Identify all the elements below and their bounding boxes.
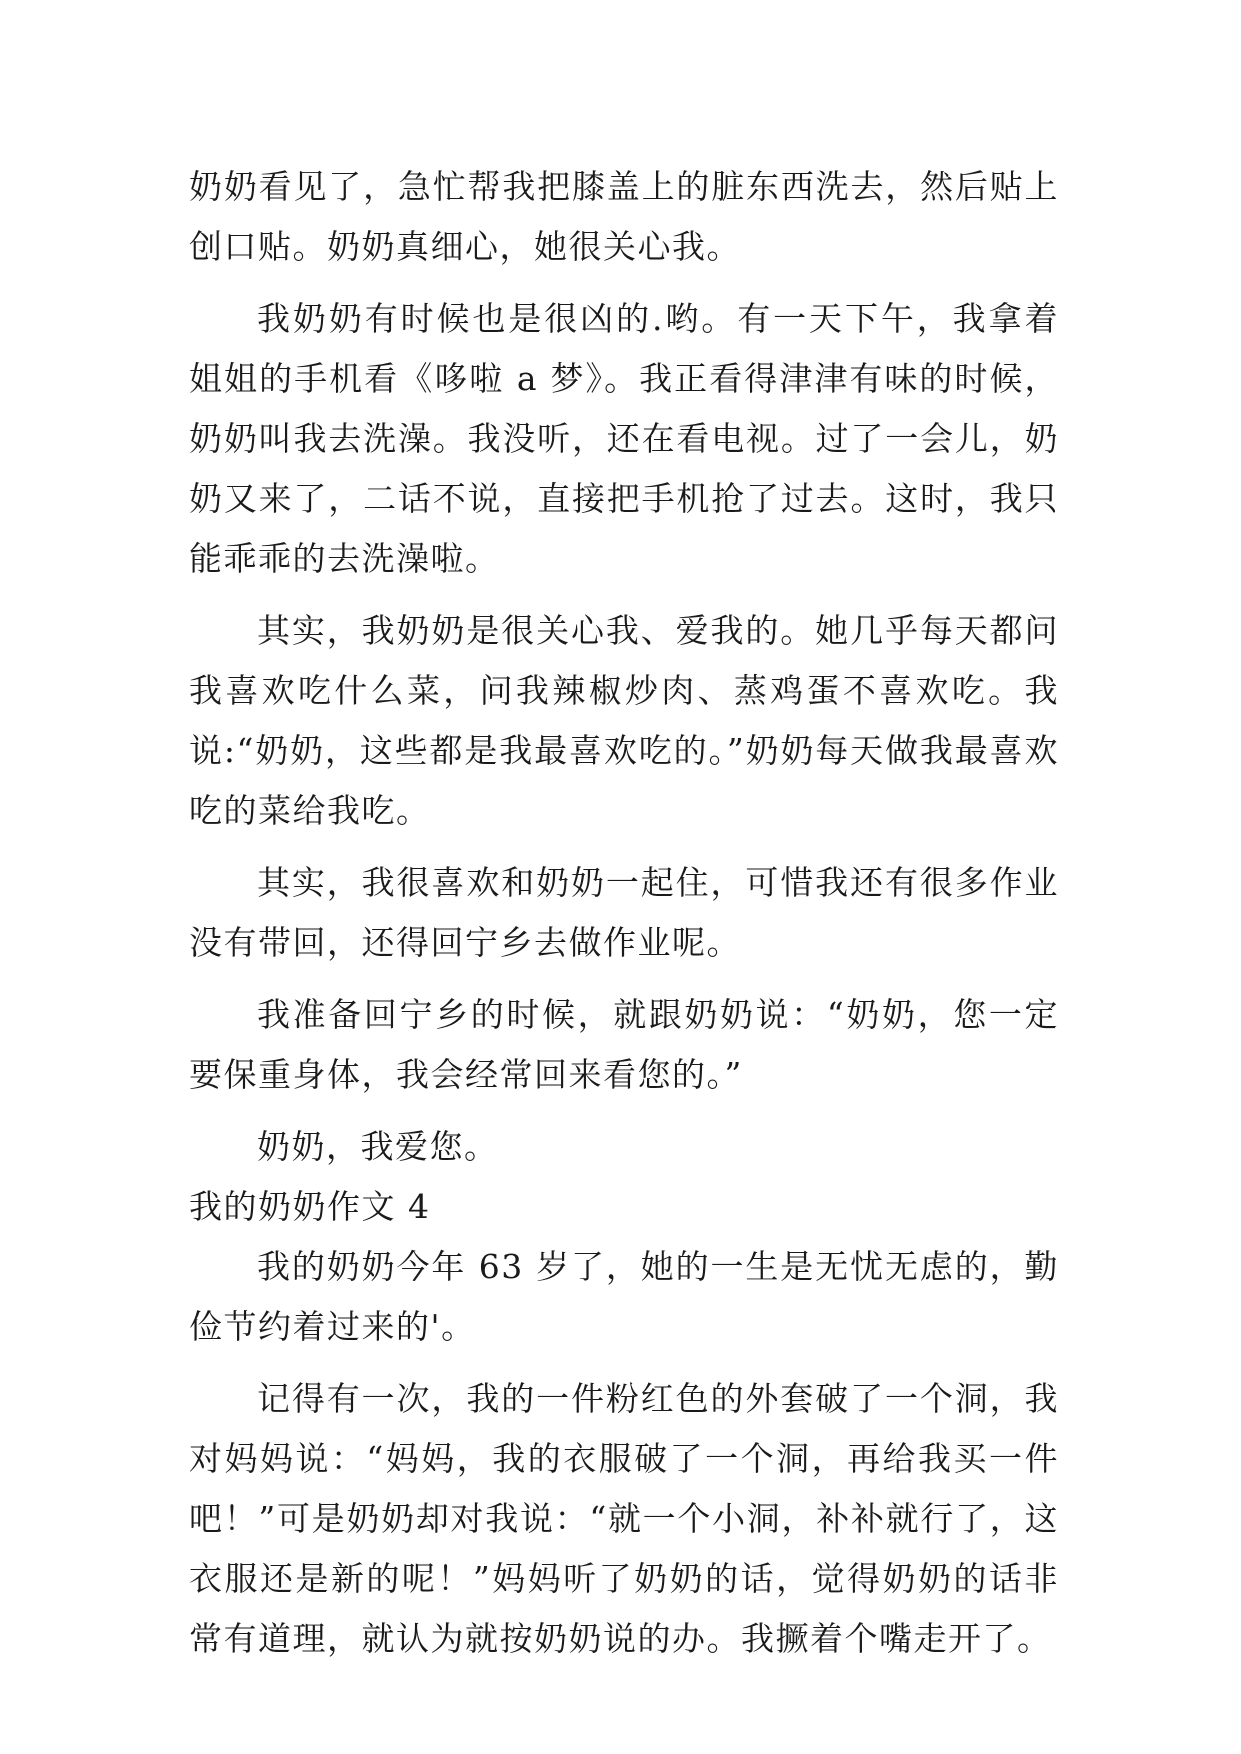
section-heading: 我的奶奶作文 4	[189, 1187, 431, 1226]
paragraph: 我的奶奶今年 63 岁了，她的一生是无忧无虑的，勤俭节约着过来的'。	[189, 1247, 1059, 1346]
paragraph: 记得有一次，我的一件粉红色的外套破了一个洞，我对妈妈说：“妈妈，我的衣服破了一个洞，再给我买一件吧！”可是奶奶却对我说：“就一个小洞，补补就行了，这衣服还是新的呢！”妈妈听了奶奶的话，觉得奶奶的话非常有道理，就认为就按奶奶说的办。我撅着个嘴走开了。	[189, 1379, 1059, 1658]
paragraph: 其实，我很喜欢和奶奶一起住，可惜我还有很多作业没有带回，还得回宁乡去做作业呢。	[189, 863, 1059, 962]
paragraph: 奶奶看见了，急忙帮我把膝盖上的脏东西洗去，然后贴上创口贴。奶奶真细心，她很关心我。	[189, 167, 1059, 266]
document-body	[189, 157, 1059, 1669]
paragraph: 奶奶，我爱您。	[257, 1127, 499, 1166]
paragraph: 其实，我奶奶是很关心我、爱我的。她几乎每天都问我喜欢吃什么菜，问我辣椒炒肉、蒸鸡蛋不喜欢吃。我说:“奶奶，这些都是我最喜欢吃的。”奶奶每天做我最喜欢吃的菜给我吃。	[189, 611, 1059, 830]
paragraph: 我奶奶有时候也是很凶的.哟。有一天下午，我拿着姐姐的手机看《哆啦 a 梦》。我正看得津津有味的时候，奶奶叫我去洗澡。我没听，还在看电视。过了一会儿，奶奶又来了，二话不说，直接把手机抢了过去。这时，我只能乖乖的去洗澡啦。	[189, 299, 1059, 578]
paragraph: 我准备回宁乡的时候，就跟奶奶说：“奶奶，您一定要保重身体，我会经常回来看您的。”	[189, 995, 1059, 1094]
